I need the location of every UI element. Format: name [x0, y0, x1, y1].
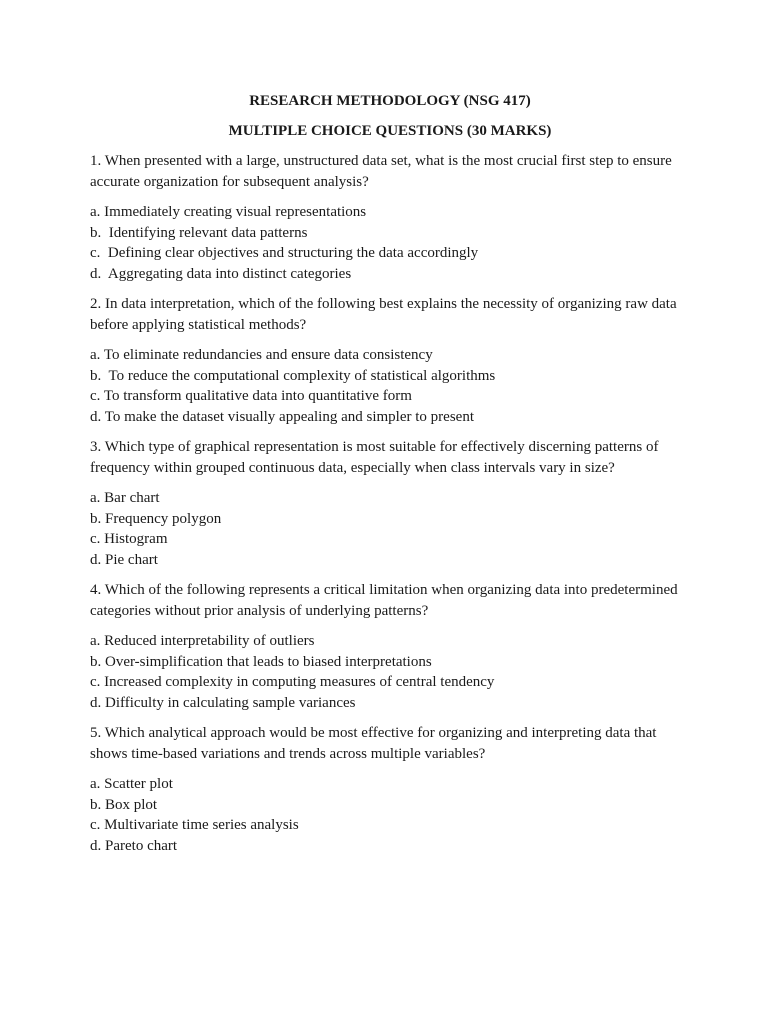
question-3 [90, 437, 690, 570]
option-b: b. Over-simplification that leads to biased interpretations [90, 653, 432, 670]
option-list [90, 345, 690, 427]
question-text: 1. When presented with a large, unstructured data set, what is the most crucial first step to ensure accurate organization for subsequent analysis? [90, 153, 672, 190]
question-text: 5. Which analytical approach would be most effective for organizing and interpreting data that shows time-based variations and trends across multiple variables? [90, 725, 657, 762]
option-list [90, 202, 690, 284]
option-a: a. Immediately creating visual representations [90, 204, 367, 220]
option-d: d. Pareto chart [90, 837, 178, 854]
option-a: a. Scatter plot [90, 776, 173, 792]
document-page [90, 91, 690, 866]
option-b: b. Box plot [90, 796, 158, 813]
question-text: 3. Which type of graphical representation is most suitable for effectively discerning patterns of frequency within grouped continuous data, especially when class intervals vary in size? [90, 439, 659, 476]
option-c: c. Multivariate time series analysis [90, 817, 299, 833]
option-c: c. Increased complexity in computing measures of central tendency [90, 674, 495, 690]
option-b: b. To reduce the computational complexity of statistical algorithms [90, 367, 496, 384]
option-b: b. Frequency polygon [90, 510, 222, 527]
option-a: a. To eliminate redundancies and ensure data consistency [90, 347, 433, 363]
option-list [90, 488, 690, 570]
option-b: b. Identifying relevant data patterns [90, 224, 308, 241]
question-text: 2. In data interpretation, which of the following best explains the necessity of organizing raw data before applying statistical methods? [90, 296, 677, 333]
question-1 [90, 151, 690, 284]
question-4 [90, 580, 690, 713]
option-c: c. To transform qualitative data into quantitative form [90, 388, 412, 404]
question-2 [90, 294, 690, 427]
option-c: c. Histogram [90, 531, 168, 547]
option-list [90, 631, 690, 713]
option-d: d. To make the dataset visually appealing and simpler to present [90, 408, 474, 425]
option-d: d. Pie chart [90, 551, 158, 568]
question-5 [90, 723, 690, 856]
option-a: a. Bar chart [90, 490, 160, 506]
option-d: d. Aggregating data into distinct categories [90, 265, 352, 282]
option-c: c. Defining clear objectives and structuring the data accordingly [90, 245, 479, 261]
document-subtitle: MULTIPLE CHOICE QUESTIONS (30 MARKS) [228, 123, 552, 139]
option-list [90, 774, 690, 856]
question-text: 4. Which of the following represents a critical limitation when organizing data into predetermined categories without prior analysis of underlying patterns? [90, 582, 678, 619]
option-a: a. Reduced interpretability of outliers [90, 633, 315, 649]
document-title: RESEARCH METHODOLOGY (NSG 417) [249, 93, 531, 109]
option-d: d. Difficulty in calculating sample variances [90, 694, 356, 711]
